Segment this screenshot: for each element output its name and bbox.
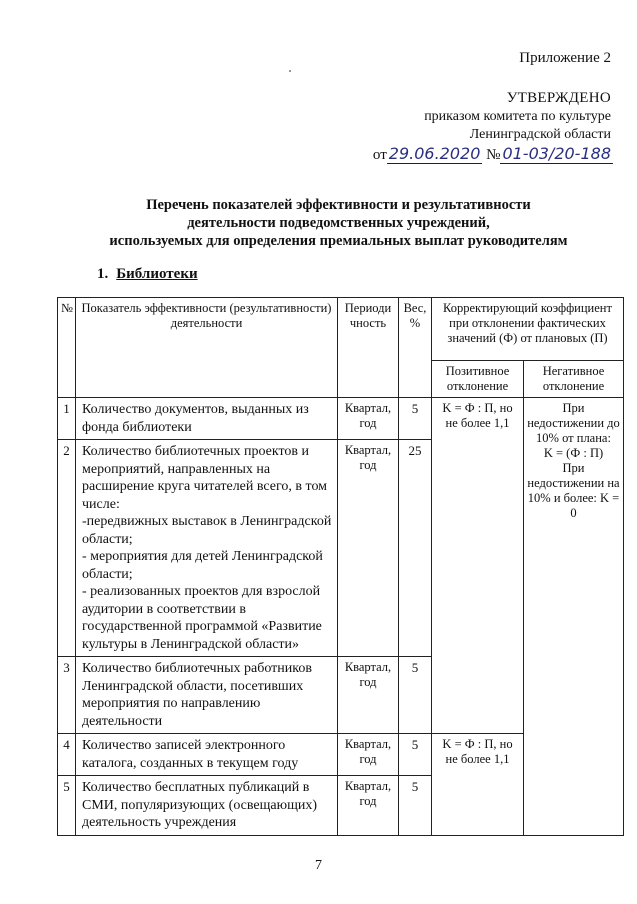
section-name: Библиотеки: [116, 266, 198, 282]
row-num: 4: [58, 734, 76, 776]
row-num: 3: [58, 657, 76, 734]
negative-formula: При недостижении до 10% от плана: K = (Ф : П) При недостижении на 10% и более: K = 0: [524, 398, 624, 836]
row-period: Квартал, год: [338, 398, 399, 440]
title-line-1: Перечень показателей эффективности и результативности: [146, 197, 531, 213]
appendix-label: Приложение 2: [519, 50, 611, 66]
row-num: 5: [58, 776, 76, 836]
order-number-prefix: №: [486, 147, 501, 163]
approved-by-line-1: приказом комитета по культуре: [424, 109, 611, 124]
header-num: №: [58, 298, 76, 398]
table-row: [58, 398, 624, 440]
header-indicator: Показатель эффективности (результативности) деятельности: [76, 298, 338, 398]
row-indicator: Количество документов, выданных из фонда библиотеки: [76, 398, 338, 440]
order-date: 29.06.2020: [388, 144, 481, 163]
row-weight: 5: [399, 734, 432, 776]
header-period: Периоди чность: [338, 298, 399, 398]
row-period: Квартал, год: [338, 657, 399, 734]
row-period: Квартал, год: [338, 734, 399, 776]
row-indicator: Количество бесплатных публикаций в СМИ, популяризующих (освещающих) деятельность учреждения: [76, 776, 338, 836]
order-number: 01-03/20-188: [502, 144, 611, 163]
header-coefficient: Корректирующий коэффициент при отклонении фактических значений (Ф) от плановых (П): [432, 298, 624, 361]
section-number: 1.: [97, 266, 109, 282]
row-period: Квартал, год: [338, 776, 399, 836]
row-num: 1: [58, 398, 76, 440]
document-title: [40, 196, 637, 250]
positive-formula-b: K = Ф : П, но не более 1,1: [432, 734, 524, 836]
row-indicator: Количество библиотечных проектов и мероприятий, направленных на расширение круга читателей всего, в том числе: -передвижных выставок в Ленинградской области; - мероприятия для детей Ленинградской области; - реализованных проектов для взрослой аудитории в соответствии в государственной программой «Развитие культуры в Ленинградской области»: [76, 440, 338, 657]
row-indicator: Количество библиотечных работников Ленинградской области, посетивших мероприятия по направлению деятельности: [76, 657, 338, 734]
approved-stamp-text: УТВЕРЖДЕНО: [506, 90, 611, 106]
row-num: 2: [58, 440, 76, 657]
title-line-2: деятельности подведомственных учреждений,: [187, 215, 490, 231]
header-negative: Негативное отклонение: [524, 361, 624, 398]
page-number: 7: [315, 858, 322, 873]
indicators-table: [57, 297, 624, 836]
order-reference: [373, 144, 613, 164]
row-weight: 5: [399, 398, 432, 440]
row-weight: 25: [399, 440, 432, 657]
approved-by-line-2: Ленинградской области: [469, 127, 611, 142]
section-heading: [97, 266, 198, 283]
header-positive: Позитивное отклонение: [432, 361, 524, 398]
row-indicator: Количество записей электронного каталога, созданных в текущем году: [76, 734, 338, 776]
header-weight: Вес, %: [399, 298, 432, 398]
row-period: Квартал, год: [338, 440, 399, 657]
row-weight: 5: [399, 776, 432, 836]
title-line-3: используемых для определения премиальных выплат руководителям: [109, 233, 568, 249]
positive-formula-a: K = Ф : П, но не более 1,1: [432, 398, 524, 734]
order-prefix: от: [372, 147, 387, 163]
scan-dot: [289, 70, 291, 72]
row-weight: 5: [399, 657, 432, 734]
